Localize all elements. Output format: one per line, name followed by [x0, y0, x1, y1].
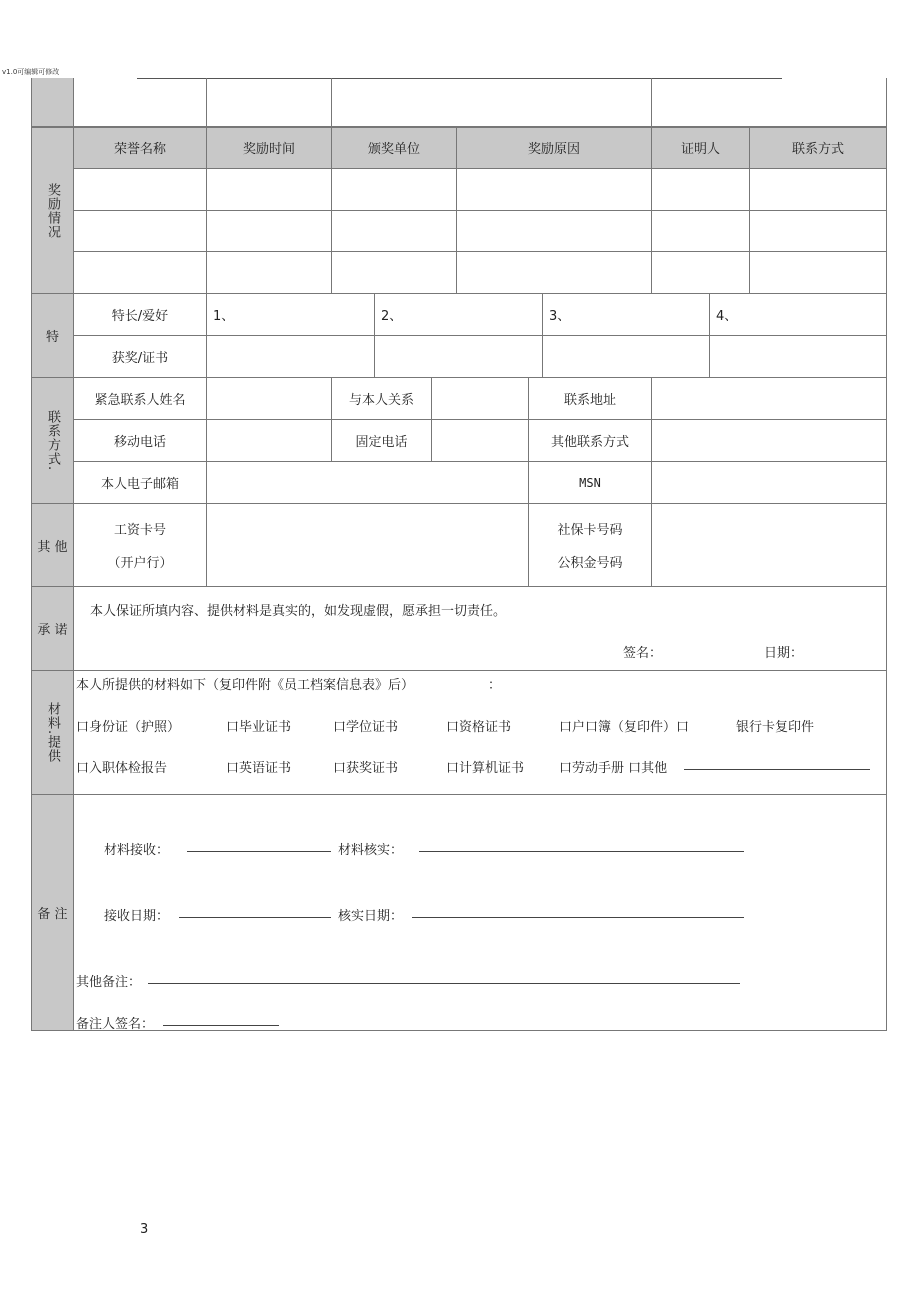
award-cell[interactable] — [456, 169, 651, 210]
sign-label: 签名： — [623, 646, 663, 661]
version-label: v1.0可编辑可修改 — [2, 68, 60, 76]
specialty-slot-3[interactable]: 3、 — [542, 294, 709, 335]
other-contact-label: 其他联系方式 — [528, 420, 651, 461]
emergency-name-label: 紧急联系人姓名 — [94, 393, 186, 408]
address-field[interactable] — [651, 378, 886, 419]
mobile-label: 移动电话 — [113, 435, 166, 450]
col-award-reason: 奖励原因 — [456, 128, 651, 168]
verify-date-label: 核实日期： — [338, 909, 404, 924]
award-cell[interactable] — [74, 169, 206, 210]
table-row — [74, 210, 886, 252]
signer-line[interactable] — [163, 1013, 279, 1030]
material-verified-line[interactable] — [419, 839, 744, 856]
other-section — [31, 504, 887, 587]
award-cell[interactable] — [456, 252, 651, 293]
award-cell[interactable] — [651, 252, 749, 293]
award-cell[interactable] — [456, 211, 651, 252]
col-honor-name: 荣誉名称 — [113, 142, 166, 158]
specialty-slot-1[interactable]: 1、 — [206, 294, 374, 335]
relation-field[interactable] — [431, 378, 528, 419]
checkbox-degree[interactable]: 口学位证书 — [333, 720, 399, 735]
specialty-slot-2[interactable]: 2、 — [374, 294, 542, 335]
emergency-name-field[interactable] — [206, 378, 331, 419]
social-card-label: 社保卡号码 — [557, 523, 623, 538]
award-cell[interactable] — [651, 211, 749, 252]
salary-card-field[interactable] — [206, 504, 528, 586]
previous-section-tail — [31, 78, 887, 127]
checkbox-household-register[interactable]: 口户口簿（复印件）口 — [559, 720, 690, 735]
address-label: 联系地址 — [528, 378, 651, 419]
awards-side-label: 奖励情况 — [32, 128, 74, 293]
specialty-slot-4[interactable]: 4、 — [709, 294, 886, 335]
col-award-time: 奖励时间 — [206, 128, 331, 168]
remarks-section — [31, 795, 887, 1031]
checkbox-labor-handbook-other[interactable]: 口劳动手册 口其他 — [559, 761, 668, 776]
msn-field[interactable] — [651, 462, 886, 503]
specialty-label: 特长/爱好 — [111, 309, 169, 324]
col-witness: 证明人 — [651, 128, 749, 168]
certificate-cell[interactable] — [374, 336, 542, 377]
contact-section — [31, 378, 887, 504]
award-cell[interactable] — [206, 252, 331, 293]
other-note-line[interactable] — [148, 971, 740, 988]
col-contact: 联系方式 — [749, 128, 886, 168]
checkbox-diploma[interactable]: 口毕业证书 — [226, 720, 292, 735]
bank-label: （开户行） — [107, 556, 173, 571]
checkbox-award-cert[interactable]: 口获奖证书 — [333, 761, 399, 776]
email-field[interactable] — [206, 462, 528, 503]
checkbox-bank-card-copy[interactable]: 银行卡复印件 — [736, 720, 815, 735]
award-cell[interactable] — [331, 169, 456, 210]
other-note-label: 其他备注： — [76, 975, 142, 990]
promise-side-label: 承 诺 — [32, 587, 74, 670]
col-award-unit: 颁奖单位 — [331, 128, 456, 168]
page-number: 3 — [140, 1222, 149, 1237]
contact-side-label: 联系方式. — [32, 378, 74, 503]
award-cell[interactable] — [206, 211, 331, 252]
previous-section-side — [32, 78, 74, 126]
award-cell[interactable] — [206, 169, 331, 210]
awards-section — [31, 127, 887, 294]
promise-section — [31, 587, 887, 671]
table-row — [74, 168, 886, 210]
tail-cell[interactable] — [651, 78, 886, 126]
relation-label: 与本人关系 — [331, 378, 431, 419]
remarks-side-label: 备 注 — [32, 795, 74, 1030]
msn-label: MSN — [528, 462, 651, 503]
date-label: 日期： — [764, 646, 804, 661]
table-row — [74, 251, 886, 293]
social-fund-field[interactable] — [651, 504, 886, 586]
social-fund-label-cell — [528, 504, 651, 586]
other-contact-field[interactable] — [651, 420, 886, 461]
salary-card-label-cell — [74, 504, 206, 586]
materials-side-label: 材料.提供 — [32, 671, 74, 794]
award-cell[interactable] — [331, 252, 456, 293]
award-cell[interactable] — [331, 211, 456, 252]
landline-label: 固定电话 — [331, 420, 431, 461]
certificate-cell[interactable] — [709, 336, 886, 377]
receive-date-label: 接收日期： — [104, 909, 170, 924]
certificate-cell[interactable] — [206, 336, 374, 377]
landline-field[interactable] — [431, 420, 528, 461]
email-label: 本人电子邮箱 — [100, 477, 179, 492]
award-cell[interactable] — [749, 252, 886, 293]
certificate-label: 获奖/证书 — [111, 351, 169, 366]
salary-card-label: 工资卡号 — [113, 523, 166, 538]
tail-cell[interactable] — [206, 78, 331, 126]
certificate-cell[interactable] — [542, 336, 709, 377]
signer-label: 备注人签名： — [76, 1017, 155, 1032]
material-verified-label: 材料核实： — [338, 843, 404, 858]
award-cell[interactable] — [74, 252, 206, 293]
awards-header-row — [74, 128, 886, 168]
mobile-field[interactable] — [206, 420, 331, 461]
fund-number-label: 公积金号码 — [557, 556, 623, 571]
award-cell[interactable] — [651, 169, 749, 210]
material-received-line[interactable] — [187, 839, 331, 856]
award-cell[interactable] — [749, 211, 886, 252]
checkbox-medical-report[interactable]: 口入职体检报告 — [76, 761, 168, 776]
promise-statement: 本人保证所填内容、提供材料是真实的，如发现虚假，愿承担一切责任。 — [90, 604, 507, 619]
checkbox-id-card[interactable]: 口身份证（护照） — [76, 720, 181, 735]
specialty-side-label: 特 — [32, 294, 74, 377]
receive-date-line[interactable] — [179, 905, 331, 922]
checkbox-qualification[interactable]: 口资格证书 — [446, 720, 512, 735]
checkbox-computer-cert[interactable]: 口计算机证书 — [446, 761, 525, 776]
checkbox-english-cert[interactable]: 口英语证书 — [226, 761, 292, 776]
specialty-section — [31, 294, 887, 378]
materials-intro: 本人所提供的材料如下（复印件附《员工档案信息表》后） — [76, 678, 415, 693]
employee-info-form — [31, 78, 887, 1031]
tail-cell[interactable] — [74, 78, 206, 126]
materials-section — [31, 671, 887, 795]
material-received-label: 材料接收： — [104, 843, 170, 858]
other-side-label: 其 他 — [32, 504, 74, 586]
other-materials-line[interactable] — [684, 757, 870, 774]
award-cell[interactable] — [749, 169, 886, 210]
award-cell[interactable] — [74, 211, 206, 252]
verify-date-line[interactable] — [412, 905, 744, 922]
tail-cell[interactable] — [331, 78, 651, 126]
materials-colon: ： — [488, 678, 502, 693]
